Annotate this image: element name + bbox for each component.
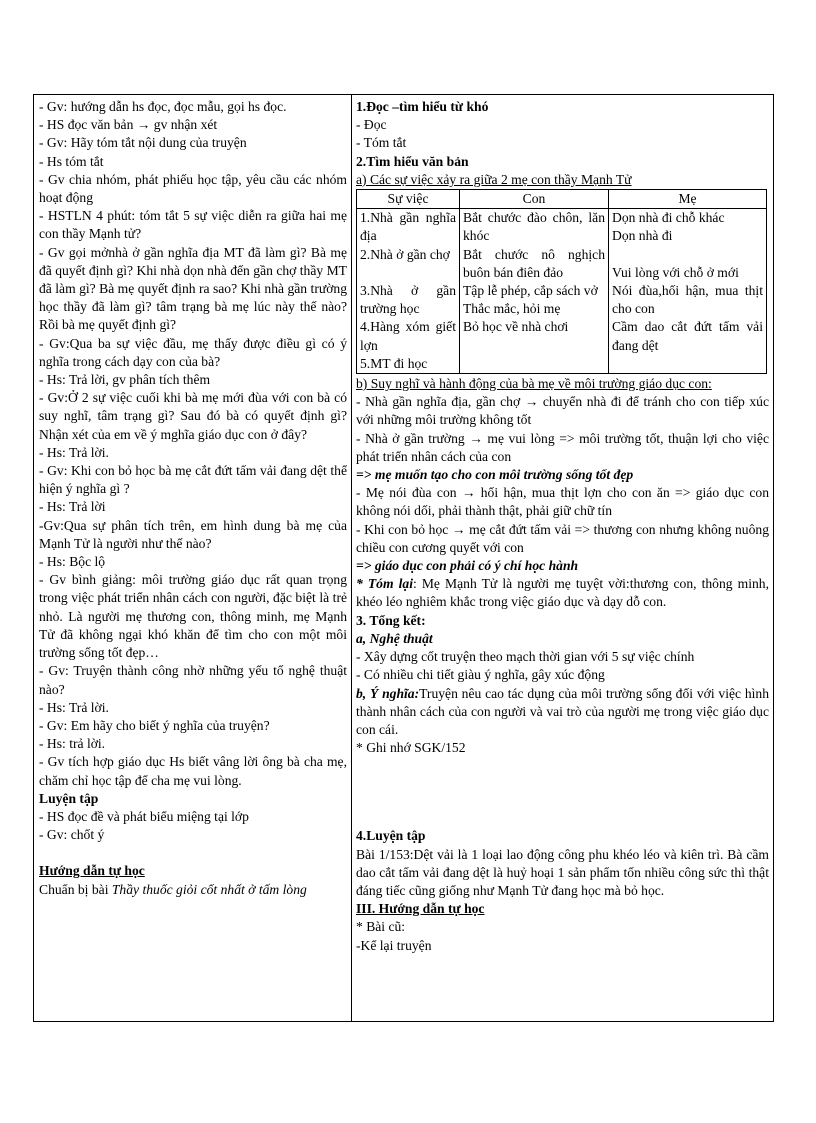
activity-item: - Gv: hướng dẫn hs đọc, đọc mẫu, gọi hs đọc. xyxy=(39,99,287,114)
activity-item: - Gv bình giảng: môi trường giáo dục rất quan trọng trong việc phát triển nhân cách con người, đặc biệt là trẻ nhỏ. Là người mẹ thương con, thông minh, mẹ Mạnh Tử đã không ngại khó khăn để tìm cho con một môi trường sống tốt đẹp… xyxy=(39,572,347,661)
self-study-section-heading: III. Hướng dẫn tự học xyxy=(356,901,485,917)
section-2b-label: b) Suy nghĩ và hành động của bà mẹ về môi trường giáo dục con: xyxy=(356,376,712,392)
self-study-text xyxy=(39,881,347,899)
memo-note: * Ghi nhớ SGK/152 xyxy=(356,740,466,756)
lesson-content-column xyxy=(352,95,773,1021)
section-1-item: - Tóm tắt xyxy=(356,135,407,151)
teacher-activities-column xyxy=(34,95,352,1021)
analysis-item: - Nhà ở gần trường → mẹ vui lòng => môi trường tốt, thuận lợi cho việc phát triển nhân cách của con xyxy=(356,430,769,464)
activity-item: - Gv: Hãy tóm tắt nội dung của truyện xyxy=(39,135,247,151)
practice-heading: Luyện tập xyxy=(39,790,99,806)
table-header-cell: Sự việc xyxy=(357,190,460,209)
self-study-item: -Kể lại truyện xyxy=(356,937,432,953)
activity-item: - Gv:Qua ba sự việc đầu, mẹ thấy được điều gì có ý nghĩa trong cách dạy con của bà? xyxy=(39,335,347,369)
section-2-heading: 2.Tìm hiểu văn bản xyxy=(356,153,469,169)
summary: * Tóm lại: Mẹ Mạnh Tử là người mẹ tuyệt vời:thương con, thông minh, khéo léo nghiêm khắc trong việc giáo dục và dạy dỗ con. xyxy=(356,576,769,610)
table-row xyxy=(357,209,767,374)
activity-item: - Hs: Trả lời xyxy=(39,499,106,515)
table-header-cell: Mẹ xyxy=(609,190,767,209)
events-table xyxy=(356,189,767,374)
self-study-prefix: Chuẩn bị bài xyxy=(39,881,112,897)
activity-item: - Gv tích hợp giáo dục Hs biết vâng lời ông bà cha mẹ, chăm chỉ học tập để cha mẹ vui lòng. xyxy=(39,754,347,788)
activity-item: - Gv:Ở 2 sự việc cuối khi bà mẹ mới đùa với con bà có suy nghĩ, tâm trạng gì? Sau đó bà có quyết định gì? Nhận xét của em về ý mghĩa giáo dục con ở đây? xyxy=(39,390,347,442)
practice-item: - Gv: chốt ý xyxy=(39,827,105,843)
analysis-item: - Khi con bỏ học → mẹ cắt đứt tấm vải => thương con nhưng không nuông chiều con cương quyết với con xyxy=(356,521,769,555)
section-3-heading: 3. Tổng kết: xyxy=(356,612,426,628)
self-study-item: * Bài cũ: xyxy=(356,919,406,935)
activity-item: - Hs: Trả lời. xyxy=(39,444,109,460)
section-2a-label: a) Các sự việc xảy ra giữa 2 mẹ con thầy Mạnh Tử xyxy=(356,171,632,187)
practice-item: - HS đọc đề và phát biểu miệng tại lớp xyxy=(39,808,249,824)
exercise-text: Bài 1/153:Dệt vải là 1 loại lao động công phu khéo léo và kiên trì. Bà cầm dao cắt tấm vải đang dệt là huỷ hoại 1 sản phẩm tốn nhiều công sức thì thật đáng tiếc cũng giống như Mạnh Tử đang học mà bỏ học. xyxy=(356,846,769,898)
activity-item: - Gv: Khi con bỏ học bà mẹ cắt đứt tấm vải đang dệt thể hiện ý nghĩa gì ? xyxy=(39,463,347,497)
activity-item: - Gv: Em hãy cho biết ý nghĩa của truyện? xyxy=(39,717,270,733)
meaning-paragraph: b, Ý nghĩa:Truyện nêu cao tác dụng của môi trường sống đối với việc hình thành nhân cách của con người và vai trò của người mẹ trong việc giáo dục con cái. xyxy=(356,685,769,737)
section-1-item: - Đọc xyxy=(356,117,387,133)
analysis-conclusion: => giáo dục con phải có ý chí học hành xyxy=(356,558,579,574)
event-cell: 1.Nhà gần nghĩa địa 2.Nhà ở gần chợ 3.Nhà ở gần trường học 4.Hàng xóm giết lợn 5.MT đi học xyxy=(357,209,460,374)
lesson-plan-table xyxy=(33,94,774,1022)
analysis-conclusion: => mẹ muốn tạo cho con môi trường sống tốt đẹp xyxy=(356,467,634,483)
activity-item: - HS đọc văn bản → gv nhận xét xyxy=(39,117,218,133)
analysis-item: - Nhà gần nghĩa địa, gần chợ → chuyển nhà đi để tránh cho con tiếp xúc với những môi trường không tốt xyxy=(356,394,769,428)
activity-item: - Hs: Bộc lộ xyxy=(39,554,106,570)
table-header-cell: Con xyxy=(460,190,609,209)
art-item: - Xây dựng cốt truyện theo mạch thời gian với 5 sự việc chính xyxy=(356,649,695,665)
activity-item: - Hs: trả lời. xyxy=(39,736,106,752)
mother-cell: Dọn nhà đi chỗ khác Dọn nhà đi Vui lòng với chỗ ở mới Nói đùa,hối hận, mua thịt cho con Cầm dao cắt đứt tấm vải đang dệt xyxy=(609,209,767,374)
activity-item: - Gv gọi mởnhà ở gần nghĩa địa MT đã làm gì? Bà mẹ đã quyết định gì? Khi nhà dọn nhà đến gần chợ thầy MT đã làm gì? Bà mẹ quyết định ra sao? Khi nhà gần trường học thầy đã làm gì? tâm trạng bà mẹ lúc này thế nào? Rồi bà mẹ quyết định gì? xyxy=(39,244,347,333)
activity-item: - Gv chia nhóm, phát phiếu học tập, yêu cầu các nhóm hoạt động xyxy=(39,171,347,206)
section-1-heading: 1.Đọc –tìm hiểu từ khó xyxy=(356,99,489,114)
self-study-heading: Hướng dẫn tự học xyxy=(39,863,145,879)
next-lesson-title: Thầy thuốc giỏi cốt nhất ở tấm lòng xyxy=(111,881,307,897)
art-heading: a, Nghệ thuật xyxy=(356,630,433,646)
art-item: - Có nhiều chi tiết giàu ý nghĩa, gây xúc động xyxy=(356,667,605,683)
activity-item: - Gv: Truyện thành công nhờ những yếu tố nghệ thuật nào? xyxy=(39,663,347,697)
son-cell: Bắt chước đào chôn, lăn khóc Bắt chước nô nghịch buôn bán điên đảo Tập lễ phép, cắp sách vở Thắc mắc, hỏi mẹ Bỏ học về nhà chơi xyxy=(460,209,609,374)
activity-list xyxy=(39,98,347,790)
activity-item: -Gv:Qua sự phân tích trên, em hình dung bà mẹ của Mạnh Tử là người như thế nào? xyxy=(39,517,347,551)
analysis-item: - Mẹ nói đùa con → hối hận, mua thịt lợn cho con ăn => giáo dục con không nói dối, phải thành thật, phải giữ chữ tín xyxy=(356,485,769,519)
section-4-heading: 4.Luyện tập xyxy=(356,828,426,844)
table-header-row xyxy=(357,190,767,209)
activity-item: - Hs: Trả lời. xyxy=(39,699,109,715)
activity-item: - Hs: Trả lời, gv phân tích thêm xyxy=(39,372,211,388)
activity-item: - Hs tóm tắt xyxy=(39,153,104,169)
activity-item: - HSTLN 4 phút: tóm tắt 5 sự việc diễn ra giữa hai mẹ con thầy Mạnh tử? xyxy=(39,208,347,242)
